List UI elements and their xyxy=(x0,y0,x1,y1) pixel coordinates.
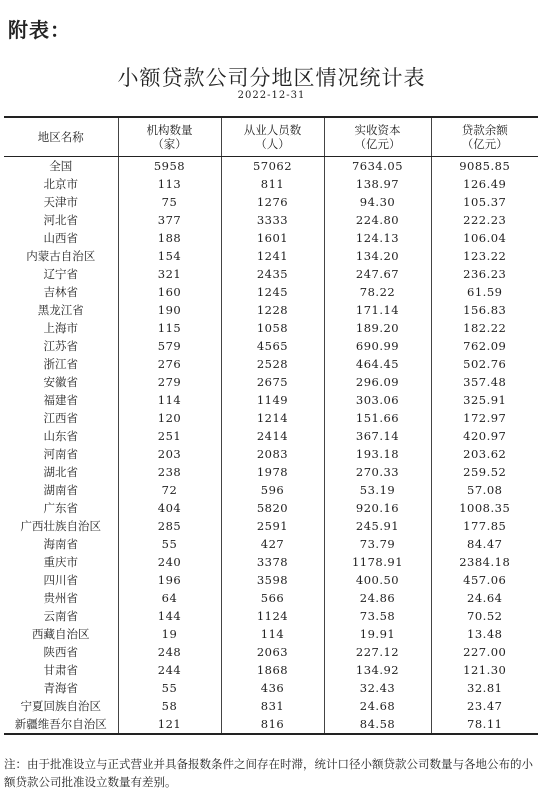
cell-employee-count: 4565 xyxy=(221,337,324,355)
cell-paid-in-capital: 303.06 xyxy=(324,391,431,409)
cell-region-name: 吉林省 xyxy=(43,285,78,299)
cell-region-name: 宁夏回族自治区 xyxy=(20,699,101,713)
cell-institution-count: 276 xyxy=(118,355,221,373)
cell-employee-count: 3333 xyxy=(221,211,324,229)
cell-institution-count: 285 xyxy=(118,517,221,535)
cell-region-name: 江西省 xyxy=(43,411,78,425)
cell-loan-balance: 32.81 xyxy=(431,679,538,697)
cell-employee-count: 1276 xyxy=(221,193,324,211)
cell-loan-balance: 762.09 xyxy=(431,337,538,355)
cell-loan-balance: 236.23 xyxy=(431,265,538,283)
cell-loan-balance: 2384.18 xyxy=(431,553,538,571)
cell-employee-count: 1978 xyxy=(221,463,324,481)
cell-paid-in-capital: 134.92 xyxy=(324,661,431,679)
cell-institution-count: 58 xyxy=(118,697,221,715)
table-row xyxy=(4,643,538,661)
cell-loan-balance: 420.97 xyxy=(431,427,538,445)
cell-loan-balance: 61.59 xyxy=(431,283,538,301)
header-institutions-label: 机构数量 xyxy=(146,123,193,137)
cell-loan-balance: 227.00 xyxy=(431,643,538,661)
table-row xyxy=(4,157,538,176)
header-loan-balance-unit: （亿元） xyxy=(461,137,508,151)
cell-institution-count: 188 xyxy=(118,229,221,247)
cell-employee-count: 2414 xyxy=(221,427,324,445)
cell-paid-in-capital: 1178.91 xyxy=(324,553,431,571)
cell-paid-in-capital: 400.50 xyxy=(324,571,431,589)
cell-institution-count: 72 xyxy=(118,481,221,499)
cell-region-name: 新疆维吾尔自治区 xyxy=(4,715,118,734)
cell-paid-in-capital: 73.79 xyxy=(324,535,431,553)
header-employees-label: 从业人员数 xyxy=(243,123,302,137)
cell-institution-count: 248 xyxy=(118,643,221,661)
cell-paid-in-capital: 151.66 xyxy=(324,409,431,427)
cell-institution-count: 154 xyxy=(118,247,221,265)
cell-institution-count: 5958 xyxy=(118,157,221,176)
cell-paid-in-capital: 134.20 xyxy=(324,247,431,265)
cell-region-name: 黑龙江省 xyxy=(37,303,84,317)
cell-institution-count: 144 xyxy=(118,607,221,625)
cell-institution-count: 279 xyxy=(118,373,221,391)
table-row xyxy=(4,373,538,391)
cell-paid-in-capital: 94.30 xyxy=(324,193,431,211)
cell-paid-in-capital: 270.33 xyxy=(324,463,431,481)
table-row xyxy=(4,625,538,643)
table-row xyxy=(4,247,538,265)
cell-employee-count: 57062 xyxy=(221,157,324,176)
cell-institution-count: 321 xyxy=(118,265,221,283)
cell-region-name: 湖南省 xyxy=(43,483,78,497)
table-row xyxy=(4,553,538,571)
cell-loan-balance: 121.30 xyxy=(431,661,538,679)
cell-paid-in-capital: 296.09 xyxy=(324,373,431,391)
cell-loan-balance: 105.37 xyxy=(431,193,538,211)
cell-loan-balance: 177.85 xyxy=(431,517,538,535)
cell-region-name: 山西省 xyxy=(43,231,78,245)
cell-institution-count: 75 xyxy=(118,193,221,211)
header-paid-capital-label: 实收资本 xyxy=(354,123,401,137)
cell-region-name: 福建省 xyxy=(43,393,78,407)
table-row xyxy=(4,499,538,517)
table-row xyxy=(4,427,538,445)
cell-loan-balance: 106.04 xyxy=(431,229,538,247)
cell-region-name: 浙江省 xyxy=(43,357,78,371)
table-row xyxy=(4,193,538,211)
cell-loan-balance: 23.47 xyxy=(431,697,538,715)
cell-employee-count: 811 xyxy=(221,175,324,193)
cell-employee-count: 2591 xyxy=(221,517,324,535)
cell-paid-in-capital: 19.91 xyxy=(324,625,431,643)
cell-institution-count: 55 xyxy=(118,535,221,553)
cell-employee-count: 1149 xyxy=(221,391,324,409)
cell-loan-balance: 1008.35 xyxy=(431,499,538,517)
cell-employee-count: 1228 xyxy=(221,301,324,319)
table-row xyxy=(4,283,538,301)
cell-paid-in-capital: 124.13 xyxy=(324,229,431,247)
cell-employee-count: 816 xyxy=(221,715,324,734)
cell-region-name: 海南省 xyxy=(43,537,78,551)
cell-region-name: 广东省 xyxy=(43,501,78,515)
cell-loan-balance: 325.91 xyxy=(431,391,538,409)
cell-employee-count: 427 xyxy=(221,535,324,553)
cell-employee-count: 2675 xyxy=(221,373,324,391)
header-loan-balance-label: 贷款余额 xyxy=(461,123,508,137)
cell-employee-count: 2083 xyxy=(221,445,324,463)
header-employees xyxy=(221,117,324,157)
cell-region-name: 天津市 xyxy=(43,195,78,209)
cell-region-name: 江苏省 xyxy=(43,339,78,353)
cell-region-name: 全国 xyxy=(49,159,73,173)
cell-institution-count: 244 xyxy=(118,661,221,679)
cell-employee-count: 831 xyxy=(221,697,324,715)
cell-paid-in-capital: 189.20 xyxy=(324,319,431,337)
header-employees-unit: （人） xyxy=(255,137,290,151)
cell-region-name: 辽宁省 xyxy=(43,267,78,281)
cell-loan-balance: 78.11 xyxy=(431,715,538,734)
cell-institution-count: 160 xyxy=(118,283,221,301)
cell-loan-balance: 57.08 xyxy=(431,481,538,499)
cell-region-name: 贵州省 xyxy=(43,591,78,605)
cell-loan-balance: 203.62 xyxy=(431,445,538,463)
cell-employee-count: 596 xyxy=(221,481,324,499)
cell-paid-in-capital: 245.91 xyxy=(324,517,431,535)
cell-loan-balance: 84.47 xyxy=(431,535,538,553)
cell-institution-count: 238 xyxy=(118,463,221,481)
cell-employee-count: 1245 xyxy=(221,283,324,301)
table-row xyxy=(4,355,538,373)
cell-institution-count: 19 xyxy=(118,625,221,643)
cell-employee-count: 1058 xyxy=(221,319,324,337)
cell-paid-in-capital: 7634.05 xyxy=(324,157,431,176)
table-header-row xyxy=(4,117,538,157)
cell-loan-balance: 357.48 xyxy=(431,373,538,391)
cell-region-name: 甘肃省 xyxy=(43,663,78,677)
cell-employee-count: 5820 xyxy=(221,499,324,517)
table-row xyxy=(4,697,538,715)
table-body xyxy=(4,157,538,735)
cell-region-name: 云南省 xyxy=(43,609,78,623)
cell-institution-count: 196 xyxy=(118,571,221,589)
table-row xyxy=(4,607,538,625)
header-loan-balance xyxy=(431,117,538,157)
cell-loan-balance: 182.22 xyxy=(431,319,538,337)
cell-employee-count: 1868 xyxy=(221,661,324,679)
table-row xyxy=(4,175,538,193)
page-title: 小额贷款公司分地区情况统计表 xyxy=(117,66,426,90)
table-row xyxy=(4,445,538,463)
cell-institution-count: 404 xyxy=(118,499,221,517)
cell-region-name: 内蒙古自治区 xyxy=(26,249,96,263)
cell-loan-balance: 70.52 xyxy=(431,607,538,625)
cell-loan-balance: 123.22 xyxy=(431,247,538,265)
cell-institution-count: 114 xyxy=(118,391,221,409)
cell-institution-count: 190 xyxy=(118,301,221,319)
cell-region-name: 河北省 xyxy=(43,213,78,227)
table-row xyxy=(4,301,538,319)
cell-loan-balance: 126.49 xyxy=(431,175,538,193)
cell-paid-in-capital: 224.80 xyxy=(324,211,431,229)
attachment-label: 附表： xyxy=(8,18,71,42)
cell-paid-in-capital: 84.58 xyxy=(324,715,431,734)
cell-loan-balance: 259.52 xyxy=(431,463,538,481)
table-row xyxy=(4,517,538,535)
table-row xyxy=(4,589,538,607)
cell-employee-count: 566 xyxy=(221,589,324,607)
cell-loan-balance: 13.48 xyxy=(431,625,538,643)
cell-paid-in-capital: 464.45 xyxy=(324,355,431,373)
report-date: 2022-12-31 xyxy=(237,90,306,101)
cell-region-name: 上海市 xyxy=(43,321,78,335)
cell-paid-in-capital: 920.16 xyxy=(324,499,431,517)
cell-employee-count: 1214 xyxy=(221,409,324,427)
cell-institution-count: 121 xyxy=(118,715,221,734)
cell-institution-count: 579 xyxy=(118,337,221,355)
cell-region-name: 陕西省 xyxy=(43,645,78,659)
cell-loan-balance: 172.97 xyxy=(431,409,538,427)
cell-institution-count: 377 xyxy=(118,211,221,229)
cell-employee-count: 3378 xyxy=(221,553,324,571)
cell-paid-in-capital: 247.67 xyxy=(324,265,431,283)
cell-paid-in-capital: 138.97 xyxy=(324,175,431,193)
cell-loan-balance: 502.76 xyxy=(431,355,538,373)
header-institutions xyxy=(118,117,221,157)
cell-employee-count: 1601 xyxy=(221,229,324,247)
header-paid-capital-unit: （亿元） xyxy=(354,137,401,151)
table-row xyxy=(4,229,538,247)
table-row xyxy=(4,535,538,553)
table-row xyxy=(4,391,538,409)
cell-institution-count: 115 xyxy=(118,319,221,337)
cell-region-name: 安徽省 xyxy=(43,375,78,389)
cell-paid-in-capital: 227.12 xyxy=(324,643,431,661)
cell-region-name: 西藏自治区 xyxy=(32,627,90,641)
header-institutions-unit: （家） xyxy=(152,137,187,151)
cell-loan-balance: 24.64 xyxy=(431,589,538,607)
cell-employee-count: 1241 xyxy=(221,247,324,265)
cell-paid-in-capital: 171.14 xyxy=(324,301,431,319)
table-row xyxy=(4,661,538,679)
cell-paid-in-capital: 690.99 xyxy=(324,337,431,355)
cell-loan-balance: 222.23 xyxy=(431,211,538,229)
cell-paid-in-capital: 32.43 xyxy=(324,679,431,697)
cell-institution-count: 55 xyxy=(118,679,221,697)
cell-region-name: 重庆市 xyxy=(43,555,78,569)
cell-institution-count: 120 xyxy=(118,409,221,427)
table-row xyxy=(4,481,538,499)
table-row xyxy=(4,319,538,337)
cell-paid-in-capital: 367.14 xyxy=(324,427,431,445)
cell-institution-count: 203 xyxy=(118,445,221,463)
table-row xyxy=(4,571,538,589)
header-region xyxy=(4,117,118,157)
cell-paid-in-capital: 193.18 xyxy=(324,445,431,463)
cell-institution-count: 113 xyxy=(118,175,221,193)
cell-employee-count: 2063 xyxy=(221,643,324,661)
cell-region-name: 湖北省 xyxy=(43,465,78,479)
footnote: 注：由于批准设立与正式营业并具备报数条件之间存在时滞，统计口径小额贷款公司数量与各地公布的小额贷款公司批准设立数量有差别。 xyxy=(4,757,533,789)
header-paid-capital xyxy=(324,117,431,157)
cell-employee-count: 2435 xyxy=(221,265,324,283)
cell-institution-count: 64 xyxy=(118,589,221,607)
statistics-table xyxy=(4,116,538,735)
cell-loan-balance: 457.06 xyxy=(431,571,538,589)
table-row xyxy=(4,211,538,229)
cell-employee-count: 3598 xyxy=(221,571,324,589)
table-row xyxy=(4,409,538,427)
cell-loan-balance: 156.83 xyxy=(431,301,538,319)
cell-region-name: 北京市 xyxy=(43,177,78,191)
cell-paid-in-capital: 53.19 xyxy=(324,481,431,499)
cell-region-name: 青海省 xyxy=(43,681,78,695)
cell-region-name: 山东省 xyxy=(43,429,78,443)
table-row xyxy=(4,265,538,283)
cell-paid-in-capital: 73.58 xyxy=(324,607,431,625)
table-row xyxy=(4,463,538,481)
cell-employee-count: 2528 xyxy=(221,355,324,373)
table-row xyxy=(4,715,538,734)
cell-paid-in-capital: 24.86 xyxy=(324,589,431,607)
cell-loan-balance: 9085.85 xyxy=(431,157,538,176)
cell-region-name: 四川省 xyxy=(43,573,78,587)
cell-employee-count: 436 xyxy=(221,679,324,697)
cell-paid-in-capital: 24.68 xyxy=(324,697,431,715)
table-row xyxy=(4,679,538,697)
cell-institution-count: 251 xyxy=(118,427,221,445)
header-region-label: 地区名称 xyxy=(37,130,84,144)
cell-region-name: 河南省 xyxy=(43,447,78,461)
table-row xyxy=(4,337,538,355)
cell-employee-count: 114 xyxy=(221,625,324,643)
cell-institution-count: 240 xyxy=(118,553,221,571)
cell-paid-in-capital: 78.22 xyxy=(324,283,431,301)
cell-employee-count: 1124 xyxy=(221,607,324,625)
cell-region-name: 广西壮族自治区 xyxy=(20,519,101,533)
